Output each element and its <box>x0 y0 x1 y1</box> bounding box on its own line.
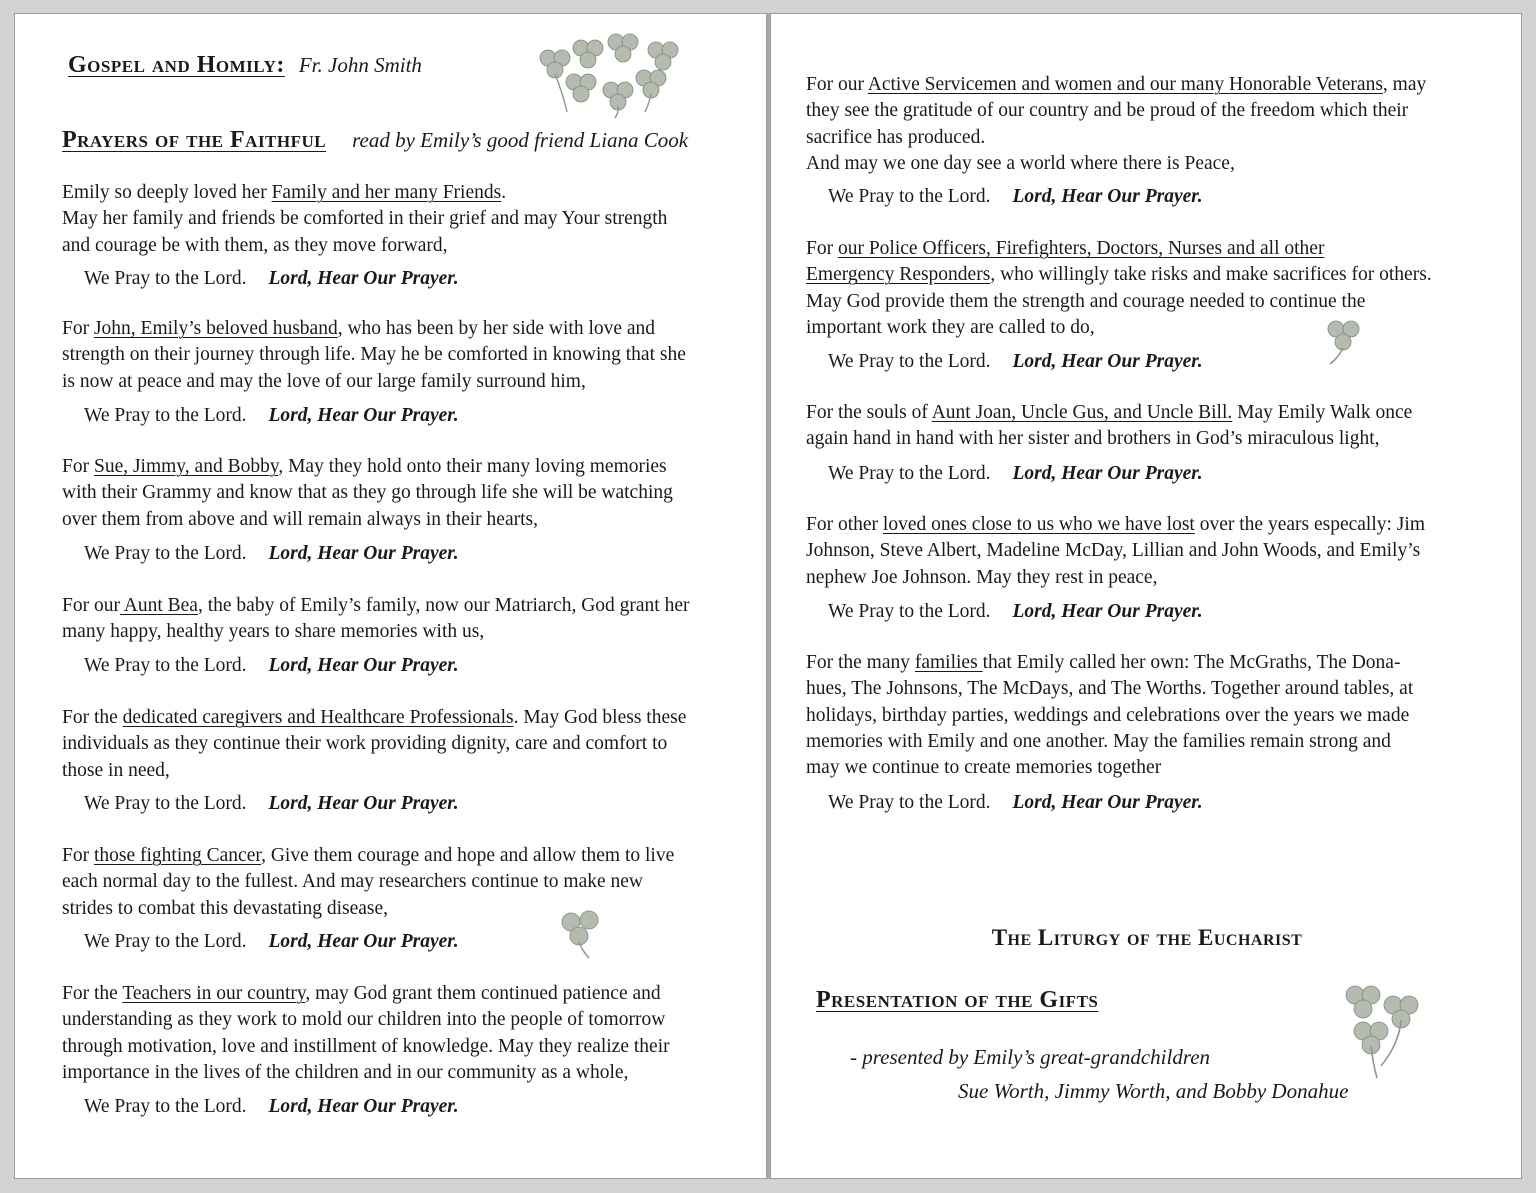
response-line: We Pray to the Lord. Lord, Hear Our Prayer. <box>828 351 1203 372</box>
response-line: We Pray to the Lord. Lord, Hear Our Prayer. <box>84 931 459 952</box>
gifts-heading: Presentation of the Gifts <box>816 987 1099 1013</box>
petition-husband: For John, Emily’s beloved husband, who has been by her side with love and strength on their journey through life. May he be comforted in knowing that she is now at peace and may the love of our large family surround him, <box>62 318 686 392</box>
response-line: We Pray to the Lord. Lord, Hear Our Prayer. <box>84 543 459 564</box>
left-page <box>14 13 767 1179</box>
gifts-heading-row <box>816 987 1098 1014</box>
response-line: We Pray to the Lord. Lord, Hear Our Prayer. <box>84 655 459 676</box>
petition-family: Emily so deeply loved her Family and her many Friends. May her family and friends be comforted in their grief and may Your strength and courage be with them, as they move forward, <box>62 182 668 256</box>
petition-servicemen: For our Active Servicemen and women and our many Honorable Veterans, may they see the gratitude of our country and be proud of the freedom which their sacrifice has produced. And may we one day see a world where there is Peace, <box>806 74 1427 174</box>
shamrock-icon <box>557 908 607 962</box>
shamrock-cluster-icon <box>1341 974 1431 1084</box>
gospel-celebrant: Fr. John Smith <box>298 53 422 77</box>
prayers-heading-row <box>62 127 688 154</box>
gospel-heading-row <box>68 52 422 79</box>
petition-grandchildren: For Sue, Jimmy, and Bobby, May they hold onto their many loving memories with their Grammy and know that as they go through life she will be watching over them from above and will remain always in their hearts, <box>62 456 673 530</box>
petition-souls: For the souls of Aunt Joan, Uncle Gus, and Uncle Bill. May Emily Walk once again hand in hand with her sister and brothers in God’s miraculous light, <box>806 402 1413 450</box>
response-line: We Pray to the Lord. Lord, Hear Our Prayer. <box>84 268 459 289</box>
petition-teachers: For the Teachers in our country, may God grant them continued patience and understanding as they work to mold our children into the people of tomorrow through motivation, love and instillment of knowledge. May they realize their importance in the lives of the children and in our community as a whole, <box>62 983 670 1083</box>
petition-caregivers: For the dedicated caregivers and Healthcare Professionals. May God bless these individuals as they continue their work providing dignity, care and comfort to those in need, <box>62 707 687 781</box>
response-line: We Pray to the Lord. Lord, Hear Our Prayer. <box>84 405 459 426</box>
response-line: We Pray to the Lord. Lord, Hear Our Prayer. <box>84 793 459 814</box>
response-line: We Pray to the Lord. Lord, Hear Our Prayer. <box>828 601 1203 622</box>
petition-responders: For our Police Officers, Firefighters, Doctors, Nurses and all other Emergency Responders, who willingly take risks and make sacrifices for others. May God provide them the strength and courage needed to continue the important work they are called to do, <box>806 238 1432 338</box>
right-page <box>770 13 1522 1179</box>
petition-cancer: For those fighting Cancer, Give them courage and hope and allow them to live each normal day to the fullest. And may researchers continue to make new strides to combat this devastating disease, <box>62 845 675 919</box>
response-line: We Pray to the Lord. Lord, Hear Our Prayer. <box>828 186 1203 207</box>
shamrock-icon <box>1322 316 1366 366</box>
gospel-heading: Gospel and Homily: <box>68 52 285 78</box>
shamrock-cluster-icon <box>533 24 693 120</box>
liturgy-heading-row <box>771 925 1523 951</box>
petition-families: For the many families that Emily called her own: The McGraths, The Dona- hues, The Johnsons, The McDays, and The Worths. Together around tables, at holidays, birthday parties, weddings and celebrations over the years we made memories with Emily and one another. May the families remain strong and may we continue to create memories together <box>806 652 1414 779</box>
petition-loved-ones: For other loved ones close to us who we have lost over the years especally: Jim Johnson, Steve Albert, Madeline McDay, Lillian and John Woods, and Emily’s nephew Joe Johnson. May they rest in peace, <box>806 514 1425 588</box>
response-line: We Pray to the Lord. Lord, Hear Our Prayer. <box>828 463 1203 484</box>
liturgy-heading: The Liturgy of the Eucharist <box>991 925 1303 950</box>
petition-aunt-bea: For our Aunt Bea, the baby of Emily’s family, now our Matriarch, God grant her many happy, healthy years to share memories with us, <box>62 595 690 643</box>
gifts-presenters-intro: - presented by Emily’s great-grandchildren <box>850 1045 1211 1069</box>
response-line: We Pray to the Lord. Lord, Hear Our Prayer. <box>828 792 1203 813</box>
response-line: We Pray to the Lord. Lord, Hear Our Prayer. <box>84 1096 459 1117</box>
gifts-presenters-names: Sue Worth, Jimmy Worth, and Bobby Donahue <box>958 1079 1349 1103</box>
prayers-reader: read by Emily’s good friend Liana Cook <box>352 128 689 152</box>
prayers-heading: Prayers of the Faithful <box>62 127 327 153</box>
